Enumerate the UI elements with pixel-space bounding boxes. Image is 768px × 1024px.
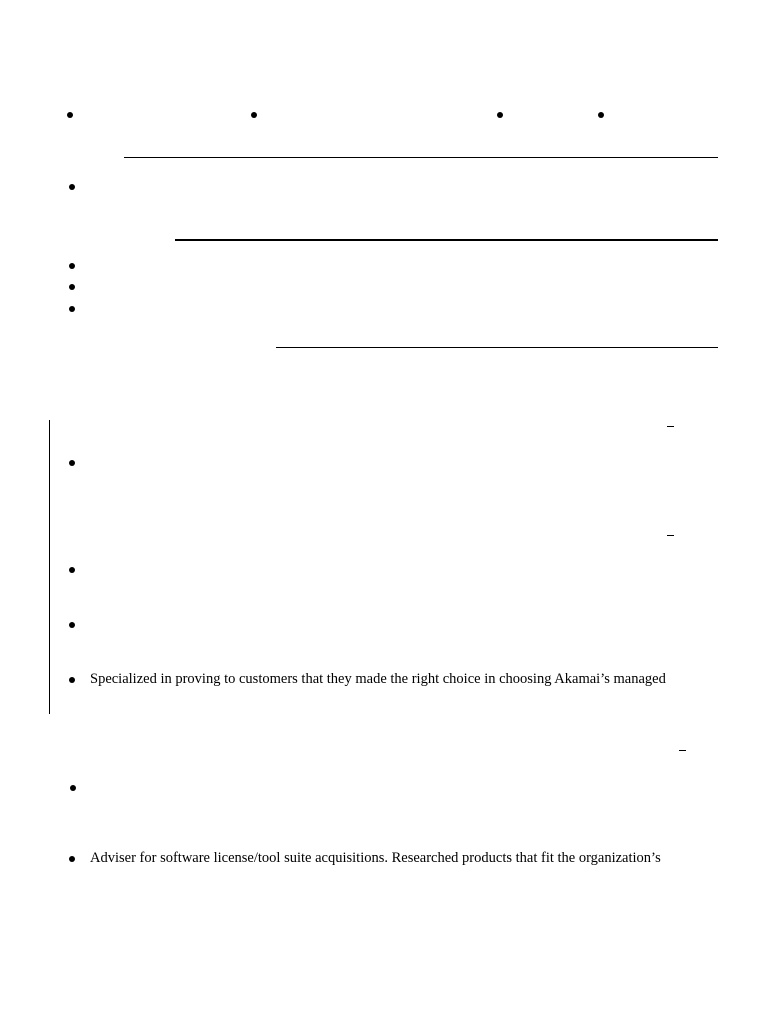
dash-mark	[667, 426, 674, 427]
bullet-marker	[69, 677, 75, 683]
section-divider	[175, 239, 718, 241]
dash-mark	[667, 535, 674, 536]
bullet-marker	[69, 460, 75, 466]
bullet-marker	[69, 263, 75, 269]
bullet-marker	[67, 112, 73, 118]
bullet-marker	[497, 112, 503, 118]
dash-mark	[679, 750, 686, 751]
bullet-marker	[70, 785, 76, 791]
bullet-marker	[69, 284, 75, 290]
bullet-marker	[69, 184, 75, 190]
bullet-marker	[69, 306, 75, 312]
bullet-marker	[598, 112, 604, 118]
section-divider	[124, 157, 718, 158]
bullet-text: Adviser for software license/tool suite acquisitions. Researched products that fit the organization’s	[90, 850, 661, 866]
section-divider	[276, 347, 718, 348]
bullet-text: Specialized in proving to customers that they made the right choice in choosing Akamai’s managed	[90, 671, 666, 687]
bullet-marker	[69, 856, 75, 862]
bullet-marker	[69, 622, 75, 628]
margin-bar	[49, 420, 50, 714]
bullet-marker	[251, 112, 257, 118]
bullet-marker	[69, 567, 75, 573]
